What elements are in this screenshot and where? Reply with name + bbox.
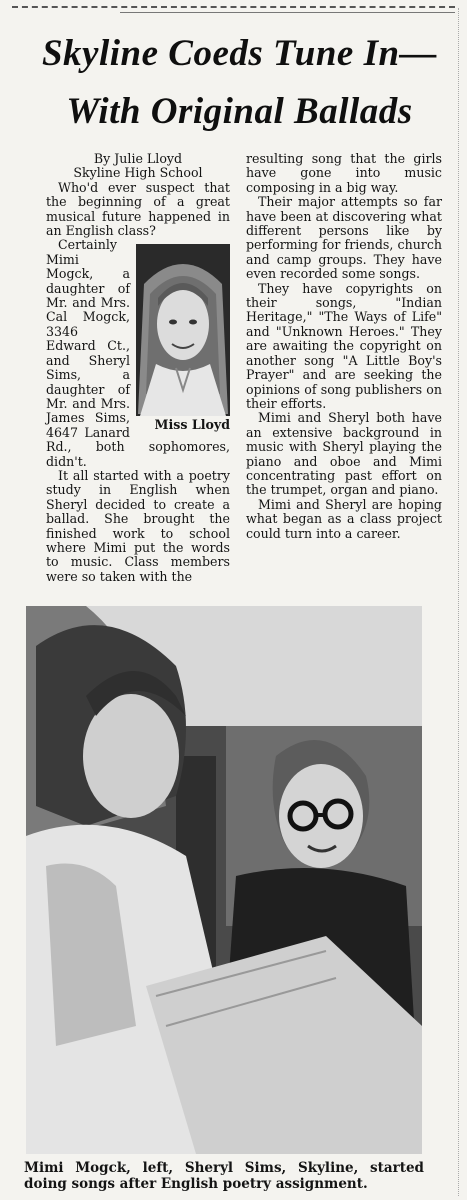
headline-line-2: With Original Ballads [66, 91, 413, 132]
top-border-rule [12, 6, 455, 8]
byline-author: By Julie Lloyd [93, 151, 183, 166]
portrait-figure [136, 244, 230, 432]
article-paragraph: Who'd ever suspect that the beginning of a great musical future happened in an English class? [46, 179, 230, 239]
top-thin-rule [120, 12, 455, 13]
article-paragraph: Certainly Mimi Mogck, a daughter of Mr. and Mrs. Cal Mogck, 3346 Edward Ct., and Sheryl Sims, a daughter of Mr. and Mrs. James Sims, 4647 Lanard Rd., both sophomores, didn't. [46, 237, 230, 469]
column-edge-rule [458, 8, 459, 1196]
group-photo [26, 606, 422, 1154]
article-paragraph: Their major attempts so far have been at discovering what different persons like by performing for friends, church and camp groups. They have even recorded some songs. [246, 194, 442, 282]
byline-school: Skyline High School [73, 165, 203, 181]
article-paragraph: Mimi and Sheryl are hoping what began as a class project could turn into a career. [246, 496, 442, 541]
article-paragraph: They have copyrights on their songs, "Indian Heritage," "The Ways of Life" and "Unknown Heroes." They are awaiting the copyright on another song "A Little Boy's Prayer" and are seeking the opinions of song publishers on their efforts. [246, 280, 442, 411]
portrait-photo [136, 244, 230, 416]
article-paragraph: Mimi and Sheryl both have an extensive background in music with Sheryl playing the piano and oboe and Mimi concentrating past effort on the trumpet, organ and piano. [246, 410, 442, 498]
headline-line-1: Skyline Coeds Tune In— [41, 33, 438, 74]
photo-caption: Mimi Mogck, left, Sheryl Sims, Skyline, started doing songs after English poetry assignment. [24, 1160, 424, 1192]
portrait-caption: Miss Lloyd [154, 417, 230, 433]
article-column-left [46, 152, 230, 584]
article-paragraph: It all started with a poetry study in English when Sheryl decided to create a ballad. She brought the finished work to school where Mimi put the words to music. Class members were so taken with the [46, 467, 230, 584]
article-column-right [246, 152, 442, 541]
article-paragraph: resulting song that the girls have gone into music composing in a big way. [246, 151, 442, 195]
